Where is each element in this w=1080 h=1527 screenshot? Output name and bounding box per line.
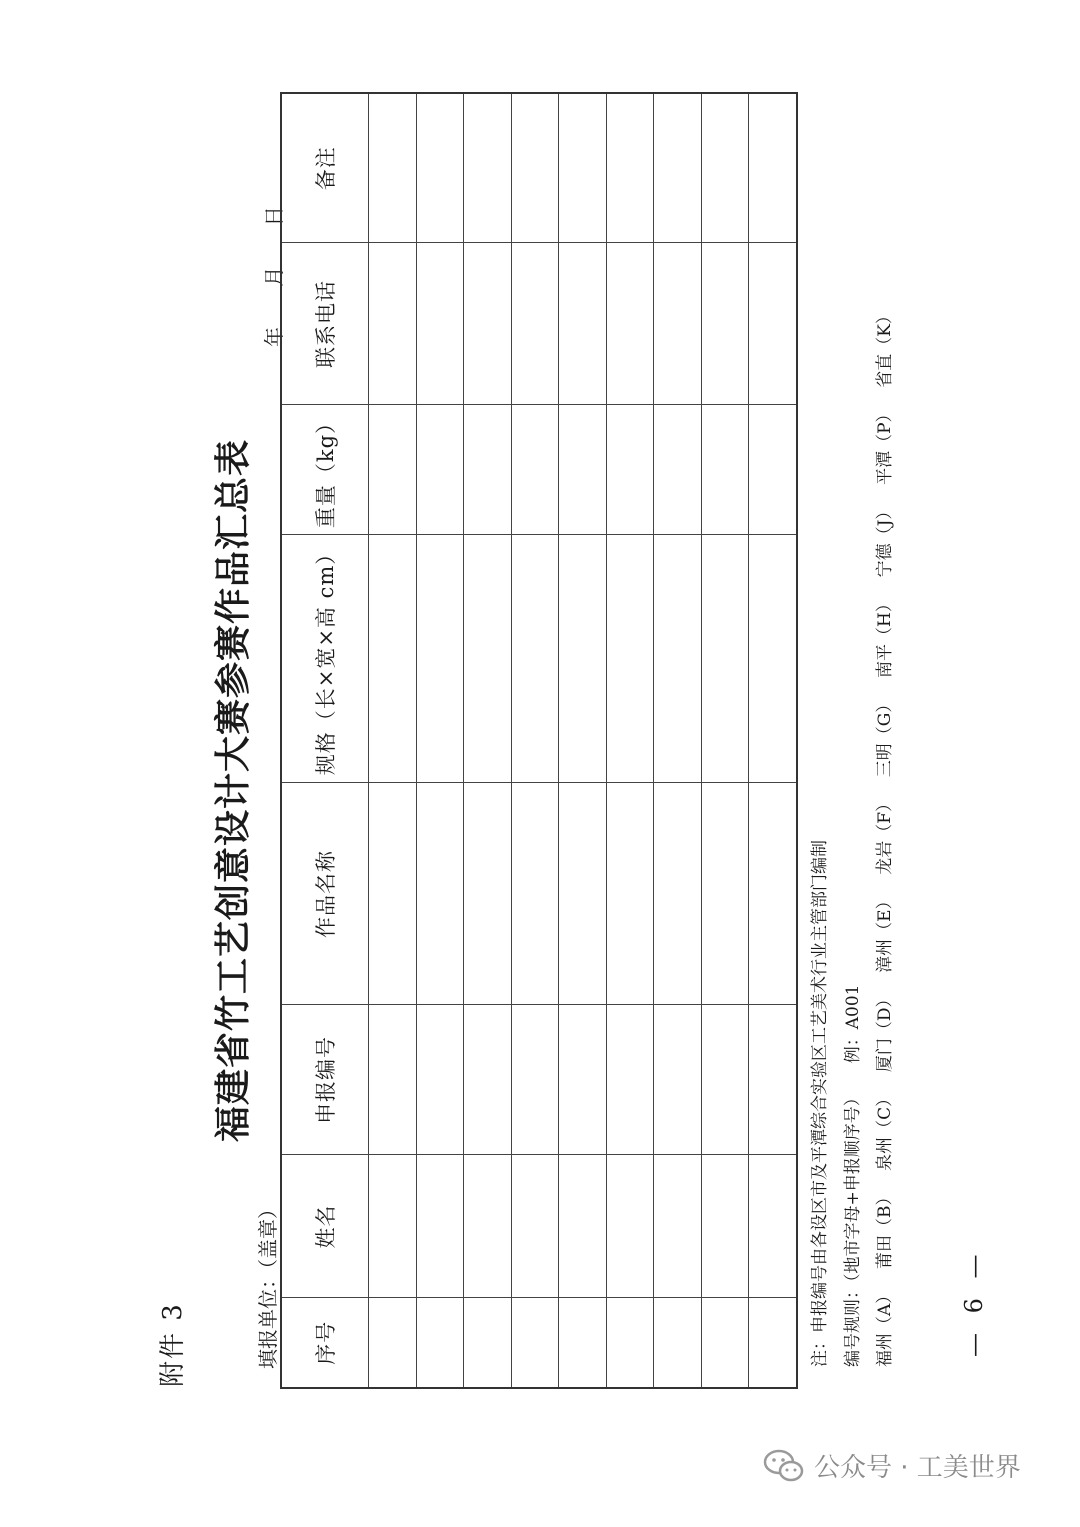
table-cell[interactable]	[654, 1005, 702, 1155]
table-cell[interactable]	[416, 1155, 464, 1298]
header-name: 姓名	[281, 1155, 369, 1298]
table-cell[interactable]	[606, 1155, 654, 1298]
table-cell[interactable]	[369, 1298, 417, 1388]
table-cell[interactable]	[416, 1298, 464, 1388]
table-cell[interactable]	[749, 1298, 797, 1388]
table-cell[interactable]	[654, 1298, 702, 1388]
table-cell[interactable]	[559, 1155, 607, 1298]
table-cell[interactable]	[654, 1155, 702, 1298]
table-cell[interactable]	[416, 243, 464, 405]
region-code-list	[870, 307, 895, 1367]
attachment-label: 附件 3	[158, 1302, 188, 1387]
table-cell[interactable]	[559, 535, 607, 783]
table-cell[interactable]	[701, 783, 749, 1005]
table-cell[interactable]	[749, 535, 797, 783]
region-code: 省直（K）	[875, 307, 895, 388]
table-cell[interactable]	[369, 783, 417, 1005]
table-cell[interactable]	[464, 93, 512, 243]
region-code: 泉州（C）	[875, 1089, 895, 1171]
region-code: 龙岩（F）	[875, 794, 895, 875]
table-cell[interactable]	[464, 1005, 512, 1155]
table-cell[interactable]	[654, 93, 702, 243]
table-cell[interactable]	[701, 1005, 749, 1155]
table-row	[749, 93, 797, 1388]
table-cell[interactable]	[606, 1298, 654, 1388]
table-cell[interactable]	[369, 405, 417, 535]
table-cell[interactable]	[464, 1298, 512, 1388]
table-cell[interactable]	[749, 405, 797, 535]
wechat-icon	[762, 1448, 806, 1484]
header-dimensions: 规格（长×宽×高 cm）	[281, 535, 369, 783]
table-cell[interactable]	[606, 93, 654, 243]
table-cell[interactable]	[416, 405, 464, 535]
numbering-example: 例：A001	[843, 984, 863, 1064]
region-code: 厦门（D）	[875, 990, 895, 1073]
table-cell[interactable]	[464, 1155, 512, 1298]
header-remarks: 备注	[281, 93, 369, 243]
table-cell[interactable]	[606, 783, 654, 1005]
filler-unit-label: 填报单位：（盖章）	[256, 1199, 280, 1369]
watermark	[762, 1447, 1021, 1484]
table-cell[interactable]	[654, 783, 702, 1005]
table-body	[369, 93, 798, 1388]
table-cell[interactable]	[464, 405, 512, 535]
table-cell[interactable]	[464, 243, 512, 405]
table-cell[interactable]	[369, 535, 417, 783]
table-cell[interactable]	[511, 93, 559, 243]
table-cell[interactable]	[749, 93, 797, 243]
table-cell[interactable]	[511, 535, 559, 783]
table-cell[interactable]	[749, 1155, 797, 1298]
table-cell[interactable]	[511, 1298, 559, 1388]
header-work-title: 作品名称	[281, 783, 369, 1005]
table-row	[369, 93, 417, 1388]
table-cell[interactable]	[701, 405, 749, 535]
table-cell[interactable]	[749, 243, 797, 405]
table-cell[interactable]	[559, 93, 607, 243]
table-cell[interactable]	[606, 1005, 654, 1155]
header-weight: 重量（kg）	[281, 405, 369, 535]
region-code: 南平（H）	[875, 595, 895, 678]
table-cell[interactable]	[416, 535, 464, 783]
table-row	[701, 93, 749, 1388]
date-month: 月	[262, 266, 286, 287]
table-cell[interactable]	[654, 535, 702, 783]
table-cell[interactable]	[416, 783, 464, 1005]
table-cell[interactable]	[369, 243, 417, 405]
header-phone: 联系电话	[281, 243, 369, 405]
header-application-number: 申报编号	[281, 1005, 369, 1155]
table-cell[interactable]	[511, 405, 559, 535]
watermark-text: 公众号 · 工美世界	[814, 1453, 1021, 1483]
table-cell[interactable]	[701, 1298, 749, 1388]
table-cell[interactable]	[511, 783, 559, 1005]
table-cell[interactable]	[701, 93, 749, 243]
header-serial: 序号	[281, 1298, 369, 1388]
table-row	[464, 93, 512, 1388]
table-cell[interactable]	[559, 1298, 607, 1388]
table-cell[interactable]	[606, 535, 654, 783]
numbering-rule: 编号规则：（地市字母+申报顺序号）	[843, 1089, 863, 1367]
table-cell[interactable]	[464, 535, 512, 783]
table-cell[interactable]	[606, 243, 654, 405]
table-cell[interactable]	[511, 1005, 559, 1155]
date-year: 年	[262, 327, 286, 347]
table-cell[interactable]	[416, 93, 464, 243]
table-cell[interactable]	[749, 783, 797, 1005]
table-cell[interactable]	[701, 243, 749, 405]
table-cell[interactable]	[416, 1005, 464, 1155]
page-number: — 6 —	[960, 1248, 988, 1357]
table-row	[511, 93, 559, 1388]
note-line-1: 注：申报编号由各设区市及平潭综合实验区工艺美术行业主管部门编制	[810, 840, 830, 1367]
region-code: 莆田（B）	[875, 1188, 895, 1270]
table-cell[interactable]	[369, 1155, 417, 1298]
table-row	[416, 93, 464, 1388]
note-line-2	[838, 985, 863, 1367]
table-row	[654, 93, 702, 1388]
table-header-row	[281, 93, 369, 1388]
table-cell[interactable]	[654, 405, 702, 535]
table-cell[interactable]	[559, 1005, 607, 1155]
table-cell[interactable]	[369, 1005, 417, 1155]
region-code: 福州（A）	[875, 1286, 895, 1367]
table-cell[interactable]	[511, 243, 559, 405]
table-cell[interactable]	[654, 243, 702, 405]
entry-table	[280, 92, 798, 1389]
table-cell[interactable]	[511, 1155, 559, 1298]
table-cell[interactable]	[559, 243, 607, 405]
table-cell[interactable]	[701, 535, 749, 783]
table-row	[559, 93, 607, 1388]
table-cell[interactable]	[749, 1005, 797, 1155]
table-cell[interactable]	[559, 783, 607, 1005]
table-cell[interactable]	[464, 783, 512, 1005]
table-cell[interactable]	[606, 405, 654, 535]
table-row	[606, 93, 654, 1388]
date-day: 日	[262, 206, 286, 227]
region-code: 三明（G）	[875, 695, 895, 778]
region-code: 平潭（P）	[875, 405, 895, 485]
region-code: 宁德（J）	[875, 502, 895, 578]
region-code: 漳州（E）	[875, 892, 895, 973]
document-title: 福建省竹工艺创意设计大赛参赛作品汇总表	[212, 438, 254, 1142]
table-cell[interactable]	[701, 1155, 749, 1298]
table-cell[interactable]	[369, 93, 417, 243]
table-cell[interactable]	[559, 405, 607, 535]
